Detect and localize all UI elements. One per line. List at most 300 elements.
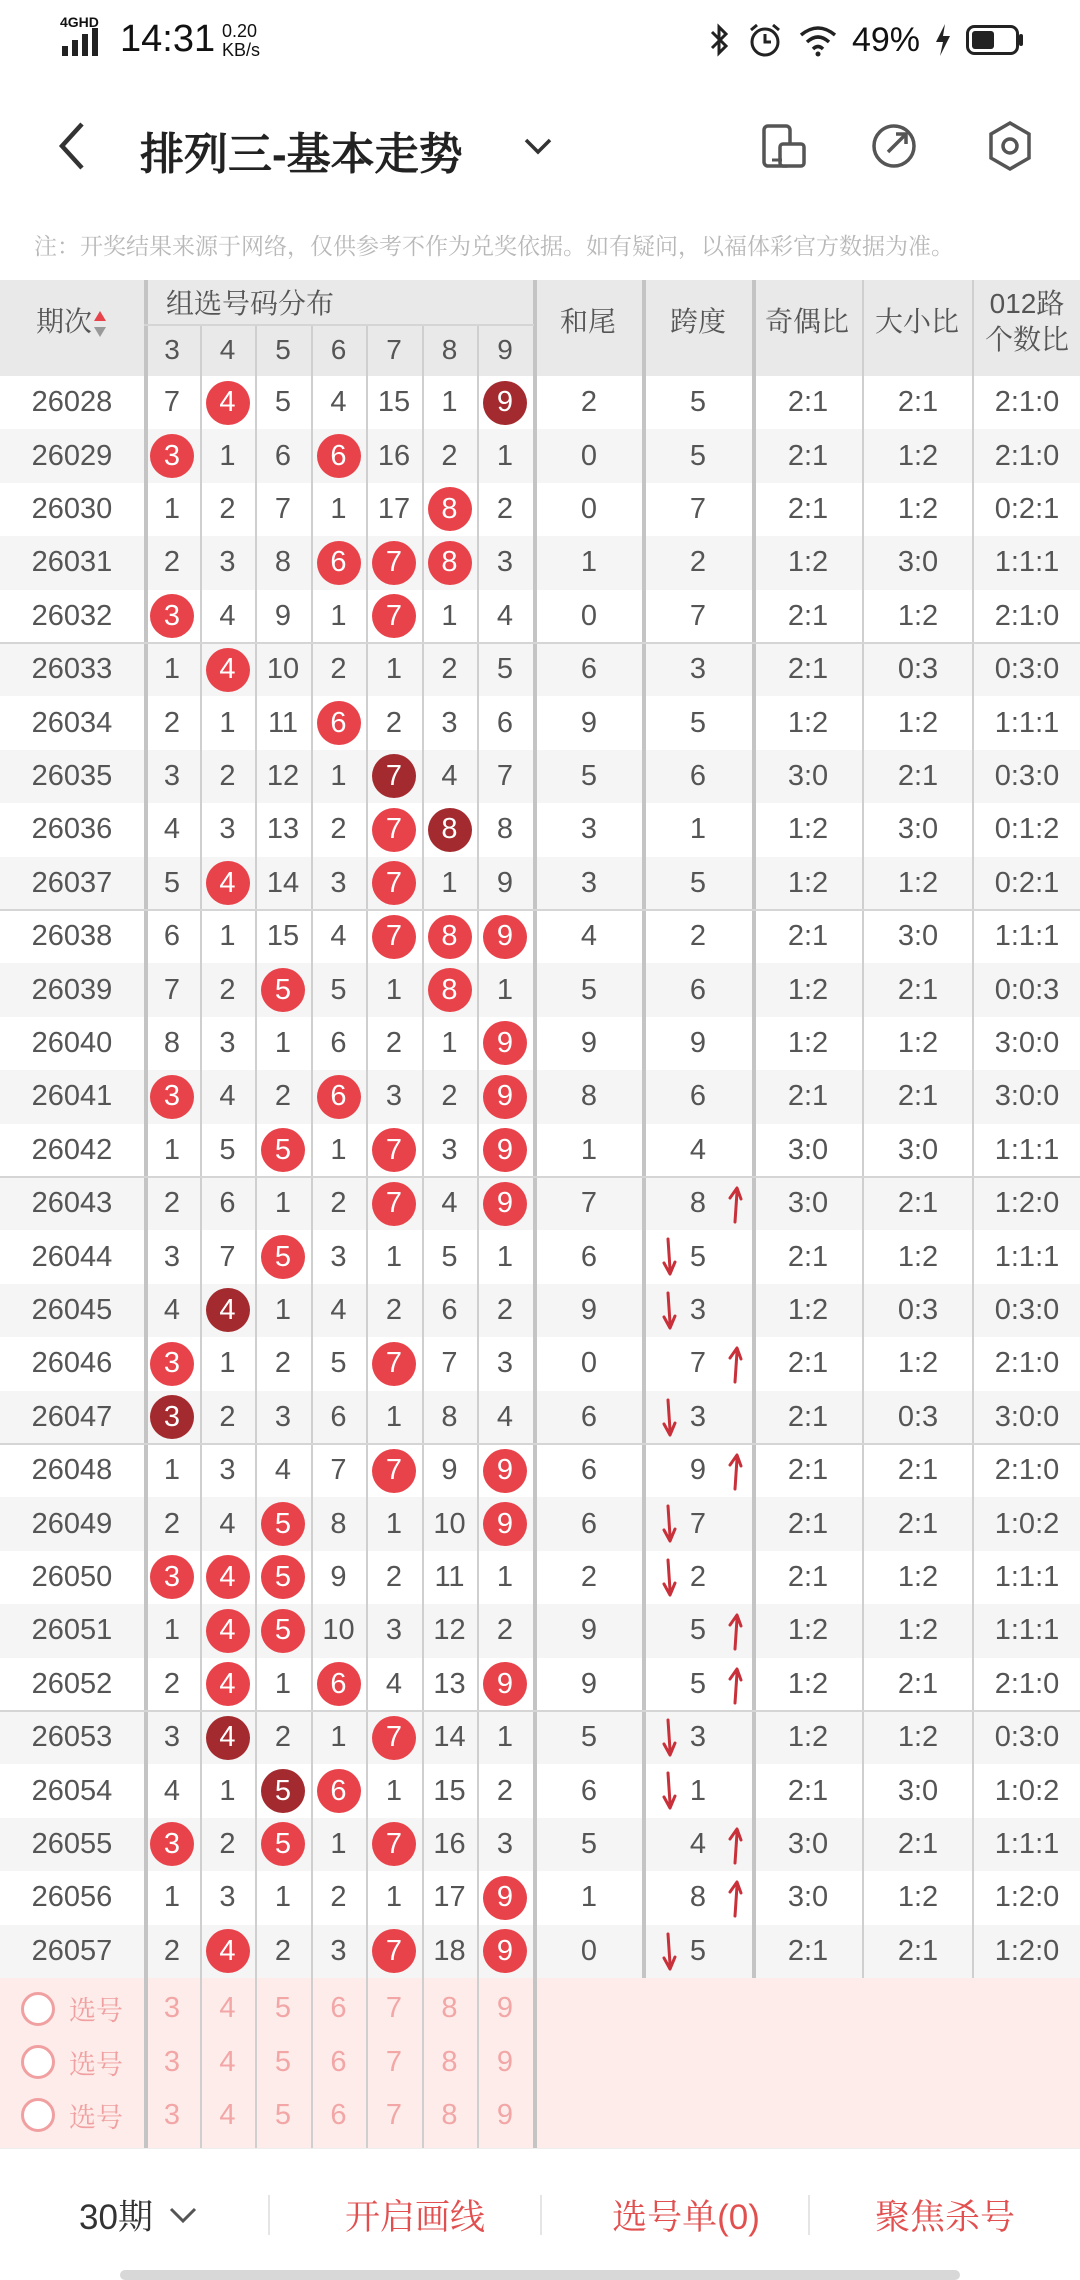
hit-ball: 9 xyxy=(483,381,527,425)
pick-number-4[interactable]: 4 xyxy=(219,1992,236,2025)
big-small-cell: 2:1 xyxy=(897,973,939,1006)
num-cell: 3 xyxy=(219,1454,236,1487)
sum-tail-cell: 8 xyxy=(580,1080,598,1113)
num-cell xyxy=(366,910,422,963)
num-cell: 1 xyxy=(219,706,236,739)
arrow-down-icon xyxy=(660,1291,678,1331)
pick-number-6[interactable]: 6 xyxy=(330,1992,347,2025)
radio-button[interactable] xyxy=(21,2098,55,2132)
pick-number-6[interactable]: 6 xyxy=(330,2098,347,2131)
num-cell: 7 xyxy=(163,386,181,419)
pick-number-5[interactable]: 5 xyxy=(274,1992,292,2025)
hit-ball: 7 xyxy=(372,754,416,798)
num-cell: 2 xyxy=(330,1187,347,1220)
header-num-9: 9 xyxy=(497,334,513,365)
hit-ball: 8 xyxy=(428,915,472,959)
hit-ball: 4 xyxy=(206,1716,250,1760)
num-cell: 5 xyxy=(330,973,347,1006)
num-cell: 1 xyxy=(163,1881,181,1914)
sort-icon[interactable] xyxy=(92,309,108,339)
num-cell: 1 xyxy=(163,492,181,525)
period-cell: 26056 xyxy=(31,1881,113,1914)
big-small-cell: 2:1 xyxy=(897,1187,939,1220)
span-cell: 2 xyxy=(689,546,707,579)
num-cell xyxy=(477,910,533,963)
num-cell: 4 xyxy=(330,386,347,419)
share-icon[interactable] xyxy=(866,118,922,174)
route-ratio-cell: 2:1:0 xyxy=(994,439,1060,472)
arrow-up-icon xyxy=(726,1611,744,1651)
arrow-down-icon xyxy=(660,1932,678,1972)
num-cell: 10 xyxy=(433,1507,466,1540)
num-cell: 1 xyxy=(330,759,347,792)
num-cell: 9 xyxy=(441,1454,458,1487)
num-cell xyxy=(200,376,255,429)
num-cell: 3 xyxy=(330,866,347,899)
period-cell: 26042 xyxy=(31,1133,113,1166)
sum-tail-cell: 6 xyxy=(580,1507,598,1540)
table-row xyxy=(0,643,1080,696)
odd-even-cell: 2:1 xyxy=(787,386,829,419)
pick-number-7[interactable]: 7 xyxy=(385,2098,403,2131)
route-ratio-cell: 1:1:1 xyxy=(994,546,1060,579)
pick-number-9[interactable]: 9 xyxy=(496,1992,514,2025)
period-cell: 26046 xyxy=(31,1347,113,1380)
num-cell xyxy=(144,1070,200,1123)
hit-ball: 3 xyxy=(150,434,194,478)
odd-even-cell: 1:2 xyxy=(787,813,829,846)
span-cell: 5 xyxy=(689,1934,707,1967)
num-cell: 4 xyxy=(274,1454,292,1487)
pick-number-6[interactable]: 6 xyxy=(330,2045,347,2078)
num-cell: 6 xyxy=(330,1026,347,1059)
odd-even-cell: 1:2 xyxy=(787,1293,829,1326)
num-cell xyxy=(200,857,255,910)
route-ratio-cell: 2:1:0 xyxy=(994,1454,1060,1487)
num-cell xyxy=(477,376,533,429)
big-small-cell: 1:2 xyxy=(897,439,939,472)
period-cell: 26049 xyxy=(31,1507,113,1540)
phone-rotate-icon[interactable] xyxy=(756,118,812,174)
odd-even-cell: 2:1 xyxy=(787,1080,829,1113)
num-cell: 4 xyxy=(219,1507,236,1540)
num-cell xyxy=(144,1337,200,1390)
hit-ball: 5 xyxy=(261,1769,305,1813)
grid-line xyxy=(533,280,537,2148)
num-cell: 2 xyxy=(441,653,458,686)
num-cell: 6 xyxy=(496,706,514,739)
table-row xyxy=(0,1764,1080,1817)
hit-ball: 8 xyxy=(428,487,472,531)
route-ratio-cell: 1:2:0 xyxy=(994,1187,1060,1220)
num-cell: 5 xyxy=(496,653,514,686)
num-cell: 3 xyxy=(163,1240,181,1273)
sum-tail-cell: 5 xyxy=(580,1721,598,1754)
charging-icon xyxy=(934,23,952,57)
num-cell xyxy=(255,1764,311,1817)
divider xyxy=(268,2195,270,2235)
num-cell: 4 xyxy=(496,599,514,632)
period-cell: 26032 xyxy=(31,599,113,632)
hit-ball: 4 xyxy=(206,1929,250,1973)
big-small-cell: 3:0 xyxy=(897,920,939,953)
num-cell: 2 xyxy=(274,1080,292,1113)
odd-even-cell: 2:1 xyxy=(787,1560,829,1593)
route-ratio-cell: 0:2:1 xyxy=(994,492,1060,525)
disclaimer-text: 注：开奖结果来源于网络，仅供参考不作为兑奖依据。如有疑问，以福体彩官方数据为准。 xyxy=(34,233,954,259)
sum-tail-cell: 2 xyxy=(580,386,598,419)
route-ratio-cell: 1:2:0 xyxy=(994,1934,1060,1967)
num-cell: 3 xyxy=(385,1614,403,1647)
table-row xyxy=(0,1230,1080,1283)
big-small-cell: 1:2 xyxy=(897,1347,939,1380)
num-cell xyxy=(366,803,422,856)
grid-line xyxy=(144,324,534,326)
hit-ball: 9 xyxy=(483,1021,527,1065)
num-cell: 5 xyxy=(219,1133,236,1166)
num-cell: 4 xyxy=(163,1774,181,1807)
route-ratio-cell: 1:1:1 xyxy=(994,1240,1060,1273)
hit-ball: 4 xyxy=(206,1288,250,1332)
num-cell: 6 xyxy=(163,920,181,953)
num-cell: 4 xyxy=(163,813,181,846)
network-type: 4GHD xyxy=(60,14,99,30)
route-ratio-cell: 2:1:0 xyxy=(994,599,1060,632)
chevron-down-icon xyxy=(165,2200,201,2230)
route-ratio-cell: 0:3:0 xyxy=(994,1721,1060,1754)
header-num-6: 6 xyxy=(330,334,347,365)
sum-tail-cell: 9 xyxy=(580,1667,598,1700)
num-cell: 7 xyxy=(219,1240,236,1273)
odd-even-cell: 2:1 xyxy=(787,653,829,686)
odd-even-cell: 1:2 xyxy=(787,1614,829,1647)
route-ratio-cell: 2:1:0 xyxy=(994,386,1060,419)
odd-even-cell: 2:1 xyxy=(787,1454,829,1487)
num-cell: 7 xyxy=(274,492,292,525)
hit-ball: 7 xyxy=(372,1342,416,1386)
period-cell: 26052 xyxy=(31,1667,113,1700)
big-small-cell: 1:2 xyxy=(897,1026,939,1059)
num-cell xyxy=(144,590,200,643)
num-cell: 17 xyxy=(433,1881,466,1914)
num-cell xyxy=(366,1925,422,1978)
hit-ball: 6 xyxy=(317,434,361,478)
hit-ball: 7 xyxy=(372,808,416,852)
num-cell: 4 xyxy=(441,1187,458,1220)
hit-ball: 3 xyxy=(150,1395,194,1439)
header-span: 跨度 xyxy=(669,306,726,337)
num-cell: 3 xyxy=(163,759,181,792)
table-row xyxy=(0,536,1080,589)
pick-cell[interactable] xyxy=(0,1982,144,2035)
hit-ball: 7 xyxy=(372,1182,416,1226)
num-cell xyxy=(200,1658,255,1711)
span-cell: 3 xyxy=(689,1400,707,1433)
selection-list-button[interactable]: 选号单(0) xyxy=(612,2198,760,2237)
header-odd-even: 奇偶比 xyxy=(764,306,849,337)
table-row xyxy=(0,857,1080,910)
span-cell: 5 xyxy=(689,1614,707,1647)
hit-ball: 9 xyxy=(483,1502,527,1546)
settings-icon[interactable] xyxy=(982,118,1038,174)
big-small-cell: 2:1 xyxy=(897,1827,939,1860)
num-cell: 2 xyxy=(385,1293,403,1326)
hit-ball: 7 xyxy=(372,1449,416,1493)
big-small-cell: 3:0 xyxy=(897,1774,939,1807)
num-cell: 1 xyxy=(496,973,514,1006)
num-cell: 1 xyxy=(330,599,347,632)
period-cell: 26055 xyxy=(31,1827,113,1860)
hit-ball: 6 xyxy=(317,701,361,745)
num-cell: 1 xyxy=(330,492,347,525)
pick-number-3[interactable]: 3 xyxy=(163,1992,181,2025)
num-cell: 2 xyxy=(163,1667,181,1700)
span-cell: 7 xyxy=(689,492,707,525)
header-num-8: 8 xyxy=(441,334,458,365)
bottom-toolbar xyxy=(0,2148,1080,2280)
num-cell: 1 xyxy=(330,1133,347,1166)
arrow-up-icon xyxy=(726,1825,744,1865)
hit-ball: 8 xyxy=(428,968,472,1012)
sum-tail-cell: 9 xyxy=(580,706,598,739)
num-cell: 3 xyxy=(274,1400,292,1433)
header-period[interactable]: 期次 xyxy=(0,304,144,340)
num-cell xyxy=(422,910,477,963)
num-cell: 6 xyxy=(274,439,292,472)
sum-tail-cell: 4 xyxy=(580,920,598,953)
period-cell: 26045 xyxy=(31,1293,113,1326)
num-cell xyxy=(366,1124,422,1177)
num-cell xyxy=(255,1551,311,1604)
num-cell: 1 xyxy=(385,1507,403,1540)
span-cell: 2 xyxy=(689,920,707,953)
pick-number-9[interactable]: 9 xyxy=(496,2045,514,2078)
big-small-cell: 3:0 xyxy=(897,813,939,846)
big-small-cell: 3:0 xyxy=(897,1133,939,1166)
num-cell xyxy=(144,429,200,482)
span-cell: 6 xyxy=(689,1080,707,1113)
big-small-cell: 1:2 xyxy=(897,1240,939,1273)
num-cell: 8 xyxy=(496,813,514,846)
hit-ball: 5 xyxy=(261,1609,305,1653)
num-cell: 2 xyxy=(274,1347,292,1380)
num-cell: 3 xyxy=(330,1934,347,1967)
pick-number-4[interactable]: 4 xyxy=(219,2098,236,2131)
header-route-ratio: 012路 个数比 xyxy=(984,288,1069,355)
num-cell xyxy=(422,803,477,856)
hit-ball: 9 xyxy=(483,1075,527,1119)
num-cell: 1 xyxy=(274,1293,292,1326)
pick-number-9[interactable]: 9 xyxy=(496,2098,514,2131)
grid-line xyxy=(366,324,368,2148)
big-small-cell: 2:1 xyxy=(897,1667,939,1700)
num-cell: 16 xyxy=(433,1827,466,1860)
num-cell: 9 xyxy=(274,599,292,632)
num-cell: 2 xyxy=(385,1026,403,1059)
pick-number-7[interactable]: 7 xyxy=(385,2045,403,2078)
hit-ball: 4 xyxy=(206,381,250,425)
period-selector[interactable]: 30期 xyxy=(40,2149,240,2280)
route-ratio-cell: 2:1:0 xyxy=(994,1667,1060,1700)
header-group: 组选号码分布 xyxy=(166,288,335,319)
num-cell: 2 xyxy=(330,813,347,846)
num-cell: 2 xyxy=(163,1507,181,1540)
pick-number-5[interactable]: 5 xyxy=(274,2098,292,2131)
num-cell: 7 xyxy=(330,1454,347,1487)
arrow-up-icon xyxy=(726,1451,744,1491)
num-cell: 14 xyxy=(433,1721,466,1754)
table-row xyxy=(0,1497,1080,1550)
num-cell xyxy=(200,1284,255,1337)
num-cell: 2 xyxy=(219,1827,236,1860)
pick-row xyxy=(0,2089,1080,2142)
pick-number-7[interactable]: 7 xyxy=(385,1992,403,2025)
span-cell: 3 xyxy=(689,653,707,686)
num-cell: 1 xyxy=(441,386,458,419)
radio-button[interactable] xyxy=(21,1992,55,2026)
divider xyxy=(540,2195,542,2235)
num-cell: 2 xyxy=(496,1614,514,1647)
table-row xyxy=(0,1337,1080,1390)
back-arrow-icon[interactable] xyxy=(44,116,104,176)
num-cell: 14 xyxy=(266,866,300,899)
num-cell xyxy=(422,963,477,1016)
num-cell: 3 xyxy=(163,1721,181,1754)
odd-even-cell: 1:2 xyxy=(787,1721,829,1754)
period-cell: 26036 xyxy=(31,813,113,846)
table-row xyxy=(0,803,1080,856)
header-sum-tail: 和尾 xyxy=(559,306,616,337)
header-num-7: 7 xyxy=(386,334,402,365)
group-separator xyxy=(0,1176,1080,1178)
num-cell: 12 xyxy=(266,759,300,792)
period-cell: 26054 xyxy=(31,1774,113,1807)
pick-label: 选号 xyxy=(69,1996,123,2027)
num-cell: 4 xyxy=(330,1293,347,1326)
num-cell xyxy=(477,1124,533,1177)
span-cell: 5 xyxy=(689,386,707,419)
group-separator xyxy=(0,909,1080,911)
num-cell: 11 xyxy=(434,1560,465,1593)
big-small-cell: 0:3 xyxy=(897,1400,939,1433)
odd-even-cell: 1:2 xyxy=(787,546,829,579)
period-cell: 26057 xyxy=(31,1934,113,1967)
pick-number-8[interactable]: 8 xyxy=(441,1992,458,2025)
num-cell xyxy=(366,536,422,589)
num-cell xyxy=(477,1070,533,1123)
num-cell: 1 xyxy=(441,599,458,632)
pick-number-5[interactable]: 5 xyxy=(274,2045,292,2078)
odd-even-cell: 3:0 xyxy=(787,1187,829,1220)
big-small-cell: 0:3 xyxy=(897,1293,939,1326)
num-cell: 2 xyxy=(219,492,236,525)
num-cell xyxy=(477,1871,533,1924)
sum-tail-cell: 1 xyxy=(580,1133,598,1166)
hit-ball: 3 xyxy=(150,1822,194,1866)
group-separator xyxy=(0,1710,1080,1712)
num-cell: 1 xyxy=(219,1774,236,1807)
route-ratio-cell: 1:1:1 xyxy=(994,1827,1060,1860)
pick-number-3[interactable]: 3 xyxy=(163,2098,181,2131)
sum-tail-cell: 5 xyxy=(580,1827,598,1860)
table-row xyxy=(0,1551,1080,1604)
pick-number-3[interactable]: 3 xyxy=(163,2045,181,2078)
pick-number-8[interactable]: 8 xyxy=(441,2045,458,2078)
hit-ball: 3 xyxy=(150,1555,194,1599)
num-cell: 7 xyxy=(163,973,181,1006)
num-cell: 2 xyxy=(219,1400,236,1433)
span-cell: 8 xyxy=(689,1187,707,1220)
num-cell: 8 xyxy=(330,1507,347,1540)
num-cell: 9 xyxy=(496,866,514,899)
sum-tail-cell: 5 xyxy=(580,759,598,792)
draw-line-button[interactable]: 开启画线 xyxy=(344,2198,485,2237)
num-cell: 2 xyxy=(441,1080,458,1113)
pick-cell[interactable] xyxy=(0,2089,144,2142)
num-cell: 16 xyxy=(377,439,411,472)
page-title[interactable]: 排列三-基本走势 xyxy=(140,130,463,179)
big-small-cell: 2:1 xyxy=(897,386,939,419)
num-cell xyxy=(477,1017,533,1070)
num-cell: 7 xyxy=(496,759,514,792)
span-cell: 3 xyxy=(689,1293,707,1326)
num-cell: 4 xyxy=(441,759,458,792)
grid-line xyxy=(752,280,756,1978)
num-cell: 2 xyxy=(496,492,514,525)
pick-row xyxy=(0,2035,1080,2088)
num-cell: 5 xyxy=(274,386,292,419)
num-cell: 2 xyxy=(330,1881,347,1914)
hit-ball: 4 xyxy=(206,861,250,905)
num-cell: 2 xyxy=(496,1774,514,1807)
num-cell xyxy=(144,1551,200,1604)
period-cell: 26035 xyxy=(31,759,113,792)
pick-number-4[interactable]: 4 xyxy=(219,2045,236,2078)
arrow-down-icon xyxy=(660,1718,678,1758)
num-cell xyxy=(311,696,366,749)
period-cell: 26028 xyxy=(31,386,113,419)
pick-cell[interactable] xyxy=(0,2035,144,2088)
num-cell: 1 xyxy=(274,1667,292,1700)
num-cell: 2 xyxy=(496,1293,514,1326)
radio-button[interactable] xyxy=(21,2045,55,2079)
period-cell: 26050 xyxy=(31,1560,113,1593)
span-cell: 1 xyxy=(689,1774,707,1807)
route-ratio-cell: 3:0:0 xyxy=(994,1026,1060,1059)
sum-tail-cell: 6 xyxy=(580,1774,598,1807)
hit-ball: 9 xyxy=(483,1876,527,1920)
num-cell xyxy=(200,643,255,696)
pick-number-8[interactable]: 8 xyxy=(441,2098,458,2131)
num-cell: 6 xyxy=(330,1400,347,1433)
period-cell: 26034 xyxy=(31,706,113,739)
num-cell xyxy=(200,1925,255,1978)
odd-even-cell: 2:1 xyxy=(787,1507,829,1540)
num-cell: 4 xyxy=(330,920,347,953)
grid-line xyxy=(642,280,646,1978)
chevron-down-icon[interactable] xyxy=(520,128,556,164)
big-small-cell: 1:2 xyxy=(897,599,939,632)
odd-even-cell: 1:2 xyxy=(787,706,829,739)
big-small-cell: 1:2 xyxy=(897,1721,939,1754)
home-indicator xyxy=(120,2270,960,2280)
big-small-cell: 3:0 xyxy=(897,546,939,579)
span-cell: 7 xyxy=(689,1507,707,1540)
num-cell: 17 xyxy=(377,492,411,525)
num-cell xyxy=(255,963,311,1016)
table-row xyxy=(0,696,1080,749)
focus-kill-button[interactable]: 聚焦杀号 xyxy=(874,2198,1015,2237)
